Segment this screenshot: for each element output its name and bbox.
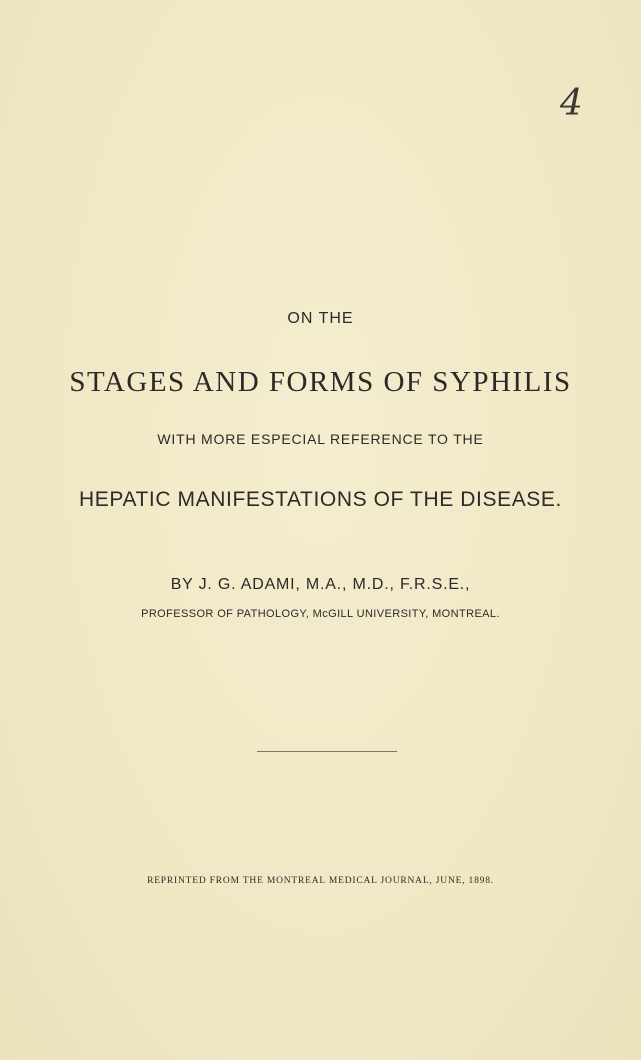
main-title: STAGES AND FORMS OF SYPHILIS: [69, 366, 572, 398]
reprint-note: REPRINTED FROM THE MONTREAL MEDICAL JOURNAL, JUNE, 1898.: [147, 876, 494, 886]
subtitle: WITH MORE ESPECIAL REFERENCE TO THE: [157, 431, 484, 447]
divider-rule: [257, 751, 397, 752]
author-affiliation: PROFESSOR OF PATHOLOGY, McGILL UNIVERSITY, MONTREAL.: [141, 608, 500, 620]
author-line: BY J. G. ADAMI, M.A., M.D., F.R.S.E.,: [170, 576, 471, 593]
heading-prefix: ON THE: [287, 310, 354, 327]
second-title: HEPATIC MANIFESTATIONS OF THE DISEASE.: [79, 488, 562, 511]
handwritten-folio-mark: 4: [560, 83, 583, 124]
